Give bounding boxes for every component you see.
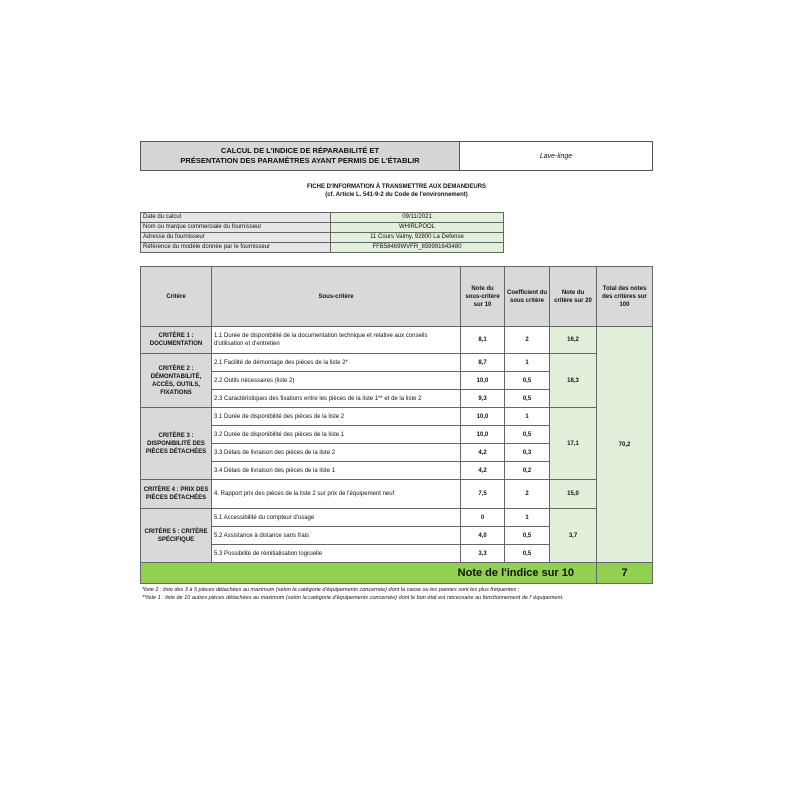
coef-3-2: 0,5 — [505, 426, 550, 444]
info-label: Nom ou marque commerciale du fournisseur — [141, 223, 331, 233]
info-row-address — [141, 233, 504, 243]
col-total: Total des notes des critères sur 100 — [597, 267, 653, 327]
sub-criterion-2-2: 2.2 Outils nécessaires (liste 2) — [212, 372, 461, 390]
coef-2-1: 1 — [505, 354, 550, 372]
info-row-brand — [141, 223, 504, 233]
final-score-value: 7 — [597, 563, 653, 584]
note-2-2: 10,0 — [461, 372, 505, 390]
criterion-2: CRITÈRE 2 : DÉMONTABILITÉ, ACCÈS, OUTILS, FIXATIONS — [141, 354, 212, 408]
footnote-liste-2: *liste 2 : liste des 3 à 5 pièces détachées au maximum (selon la catégorie d'équipements concernée) dont la casse ou les pannes sont les plus fréquentes ; — [142, 587, 520, 593]
col-sous-critere: Sous-critère — [212, 267, 461, 327]
info-label: Date du calcul — [141, 213, 331, 223]
product-category: Lave-linge — [539, 152, 573, 160]
coef-3-1: 1 — [505, 408, 550, 426]
note-3-3: 4,2 — [461, 444, 505, 462]
info-table — [140, 212, 504, 253]
info-value: WHIRLPOOL — [331, 223, 504, 233]
note-3-2: 10,0 — [461, 426, 505, 444]
sub-criterion-5-2: 5.2 Assistance à distance sans frais — [212, 527, 461, 545]
sub-criterion-3-4: 3.4 Délais de livraison des pièces de la liste 1 — [212, 462, 461, 480]
note-5-3: 3,3 — [461, 545, 505, 563]
coef-2-2: 0,5 — [505, 372, 550, 390]
table-row — [141, 327, 653, 354]
sub-criterion-3-2: 3.2 Durée de disponibilité des pièces de la liste 1 — [212, 426, 461, 444]
coef-5-2: 0,5 — [505, 527, 550, 545]
note20-2: 18,3 — [550, 354, 597, 408]
coef-4: 2 — [505, 480, 550, 509]
info-value: 09/11/2021 — [331, 213, 504, 223]
criterion-5: CRITÈRE 5 : CRITÈRE SPÉCIFIQUE — [141, 509, 212, 563]
coef-1-1: 2 — [505, 327, 550, 354]
table-row — [141, 509, 653, 527]
note-2-3: 9,3 — [461, 390, 505, 408]
sub-criterion-3-1: 3.1 Durée de disponibilité des pièces de la liste 2 — [212, 408, 461, 426]
criterion-3: CRITÈRE 3 : DISPONIBILITÉ DES PIÈCES DÉTACHÉES — [141, 408, 212, 480]
fiche-heading — [140, 183, 653, 199]
note-2-1: 8,7 — [461, 354, 505, 372]
coef-3-3: 0,3 — [505, 444, 550, 462]
coef-5-1: 1 — [505, 509, 550, 527]
note-5-2: 4,0 — [461, 527, 505, 545]
note20-3: 17,1 — [550, 408, 597, 480]
coef-2-3: 0,5 — [505, 390, 550, 408]
sub-criterion-1-1: 1.1 Durée de disponibilité de la documentation technique et relative aux conseils d'utilisation et d'entretien — [212, 327, 461, 354]
note-3-4: 4,2 — [461, 462, 505, 480]
score-table — [140, 266, 653, 584]
col-note20: Note du critère sur 20 — [550, 267, 597, 327]
fiche-line2: (cf. Article L. 541-9-2 du Code de l'environnement) — [325, 192, 468, 198]
table-row — [141, 354, 653, 372]
header-title-line1: CALCUL DE L'INDICE DE RÉPARABILITÉ ET — [220, 146, 380, 155]
info-label: Référence du modèle donnée par le fournisseur — [141, 243, 331, 253]
final-score-label: Note de l'indice sur 10 — [141, 563, 597, 584]
note-1-1: 8,1 — [461, 327, 505, 354]
info-row-reference — [141, 243, 504, 253]
col-note10: Note du sous-critère sur 10 — [461, 267, 505, 327]
table-row — [141, 408, 653, 426]
criterion-4: CRITÈRE 4 : PRIX DES PIÈCES DÉTACHÉES — [141, 480, 212, 509]
sub-criterion-4: 4. Rapport prix des pièces de la liste 2 sur prix de l'équipement neuf — [212, 480, 461, 509]
col-coef: Coefficient du sous critère — [505, 267, 550, 327]
col-critere: Critère — [141, 267, 212, 327]
sub-criterion-5-3: 5.3 Possibilité de réinitialisation logicielle — [212, 545, 461, 563]
total-100: 70,2 — [597, 327, 653, 563]
info-label: Adresse du fournisseur — [141, 233, 331, 243]
criterion-1: CRITÈRE 1 : DOCUMENTATION — [141, 327, 212, 354]
info-row-date — [141, 213, 504, 223]
note-5-1: 0 — [461, 509, 505, 527]
final-score-row — [141, 563, 653, 584]
note20-4: 15,0 — [550, 480, 597, 509]
header-box — [140, 141, 653, 171]
info-value: FFB58469WVFR_859991643480 — [331, 243, 504, 253]
note-4: 7,5 — [461, 480, 505, 509]
header-title — [141, 142, 460, 170]
sub-criterion-2-3: 2.3 Caractéristiques des fixations entre les pièces de la liste 1** et de la liste 2 — [212, 390, 461, 408]
coef-5-3: 0,5 — [505, 545, 550, 563]
footnotes — [142, 586, 657, 602]
header-title-line2: PRÉSENTATION DES PARAMÈTRES AYANT PERMIS DE L'ÉTABLIR — [180, 156, 420, 165]
info-value: 11 Cours Valmy, 92800 La Defense — [331, 233, 504, 243]
score-header-row — [141, 267, 653, 327]
sub-criterion-5-1: 5.1 Accessibilité du compteur d'usage — [212, 509, 461, 527]
footnote-liste-1: **liste 1 : liste de 10 autres pièces détachées au maximum (selon la catégorie d'équipements concernée) dont le bon état est nécessaire au fonctionnement de l' équipement. — [142, 595, 564, 601]
note20-5: 3,7 — [550, 509, 597, 563]
fiche-line1: FICHE D'INFORMATION À TRANSMETTRE AUX DEMANDEURS — [306, 184, 487, 190]
sub-criterion-2-1: 2.1 Facilité de démontage des pièces de la liste 2* — [212, 354, 461, 372]
table-row — [141, 480, 653, 509]
note20-1: 16,2 — [550, 327, 597, 354]
coef-3-4: 0,2 — [505, 462, 550, 480]
note-3-1: 10,0 — [461, 408, 505, 426]
sub-criterion-3-3: 3.3 Délais de livraison des pièces de la liste 2 — [212, 444, 461, 462]
